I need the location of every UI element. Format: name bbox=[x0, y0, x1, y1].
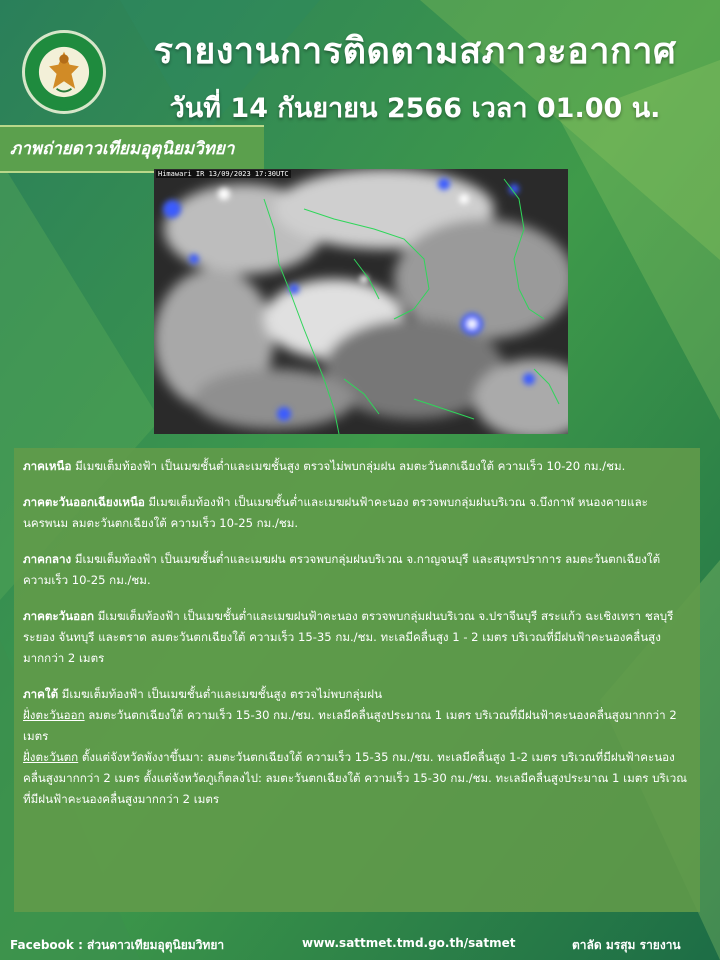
region-east bbox=[23, 606, 691, 669]
south-east-coast-label: ฝั่งตะวันออก bbox=[23, 708, 85, 722]
region-name: ภาคใต้ bbox=[23, 687, 59, 701]
region-text: มีเมฆเต็มท้องฟ้า เป็นเมฆชั้นต่ำและเมฆชั้นสูง ตรวจไม่พบกลุ่มฝน ลมตะวันตกเฉียงใต้ ความเร็ว 10-20 กม./ชม. bbox=[71, 459, 626, 473]
region-name: ภาคตะวันออก bbox=[23, 609, 95, 623]
page-title: รายงานการติดตามสภาวะอากาศ bbox=[153, 31, 677, 72]
footer-website: www.sattmet.tmd.go.th/satmet bbox=[302, 936, 516, 950]
region-name: ภาคกลาง bbox=[23, 552, 72, 566]
logo-emblem-icon bbox=[25, 33, 103, 111]
region-text: มีเมฆเต็มท้องฟ้า เป็นเมฆชั้นต่ำและเมฆฝน ตรวจพบกลุ่มฝนบริเวณ จ.กาญจนบุรี และสมุทรปราการ ลมตะวันตกเฉียงใต้ ความเร็ว 10-25 กม./ชม. bbox=[23, 552, 661, 587]
region-north bbox=[23, 456, 691, 477]
south-west-coast-label: ฝั่งตะวันตก bbox=[23, 750, 79, 764]
section-label-satellite-image: ภาพถ่ายดาวเทียมอุตุนิยมวิทยา bbox=[0, 125, 264, 173]
region-central bbox=[23, 549, 691, 591]
region-south bbox=[23, 684, 691, 810]
weather-report-panel bbox=[14, 448, 700, 912]
meteorological-department-logo bbox=[22, 30, 106, 114]
footer-facebook: Facebook : ส่วนดาวเทียมอุตุนิยมวิทยา bbox=[10, 938, 225, 952]
region-text: มีเมฆเต็มท้องฟ้า เป็นเมฆชั้นต่ำและเมฆฝนฟ้าคะนอง ตรวจพบกลุ่มฝนบริเวณ จ.บึงกาฬ หนองคายและนครพนม ลมตะวันตกเฉียงใต้ ความเร็ว 10-25 กม./ชม. bbox=[23, 495, 648, 530]
satellite-image bbox=[154, 169, 568, 434]
satellite-ir-image bbox=[154, 169, 568, 434]
region-text: มีเมฆเต็มท้องฟ้า เป็นเมฆชั้นต่ำและเมฆฝนฟ้าคะนอง ตรวจพบกลุ่มฝนบริเวณ จ.ปราจีนบุรี สระแก้ว ฉะเชิงเทรา ชลบุรี ระยอง จันทบุรี และตราด ลมตะวันตกเฉียงใต้ ความเร็ว 15-35 กม./ชม. ทะเลมีคลื่นสูง 1 - 2 เมตร บริเวณที่มีฝนฟ้าคะนองคลื่นสูงมากกว่า 2 เมตร bbox=[23, 609, 674, 665]
satellite-timestamp: Himawari IR 13/09/2023 17:30UTC bbox=[158, 170, 289, 178]
region-name: ภาคเหนือ bbox=[23, 459, 72, 473]
region-text: มีเมฆเต็มท้องฟ้า เป็นเมฆชั้นต่ำและเมฆชั้นสูง ตรวจไม่พบกลุ่มฝน bbox=[58, 687, 382, 701]
footer-reporter: ตาลัด มรสุม รายงาน bbox=[572, 938, 681, 952]
south-east-coast-text: ลมตะวันตกเฉียงใต้ ความเร็ว 15-30 กม./ชม. ทะเลมีคลื่นสูงประมาณ 1 เมตร บริเวณที่มีฝนฟ้าคะนองคลื่นสูงมากกว่า 2 เมตร bbox=[23, 708, 677, 743]
region-northeast bbox=[23, 492, 691, 534]
south-west-coast-text: ตั้งแต่จังหวัดพังงาขึ้นมา: ลมตะวันตกเฉียงใต้ ความเร็ว 15-35 กม./ชม. ทะเลมีคลื่นสูง 1-2 เมตร บริเวณที่มีฝนฟ้าคะนองคลื่นสูงมากกว่า 2 เมตร ตั้งแต่จังหวัดภูเก็ตลงไป: ลมตะวันตกเฉียงใต้ ความเร็ว 15-30 กม./ชม. ทะเลมีคลื่นสูงประมาณ 1 เมตร บริเวณที่มีฝนฟ้าคะนองคลื่นสูงมากกว่า 2 เมตร bbox=[23, 750, 687, 806]
report-date-time: วันที่ 14 กันยายน 2566 เวลา 01.00 น. bbox=[169, 93, 661, 124]
region-name: ภาคตะวันออกเฉียงเหนือ bbox=[23, 495, 145, 509]
